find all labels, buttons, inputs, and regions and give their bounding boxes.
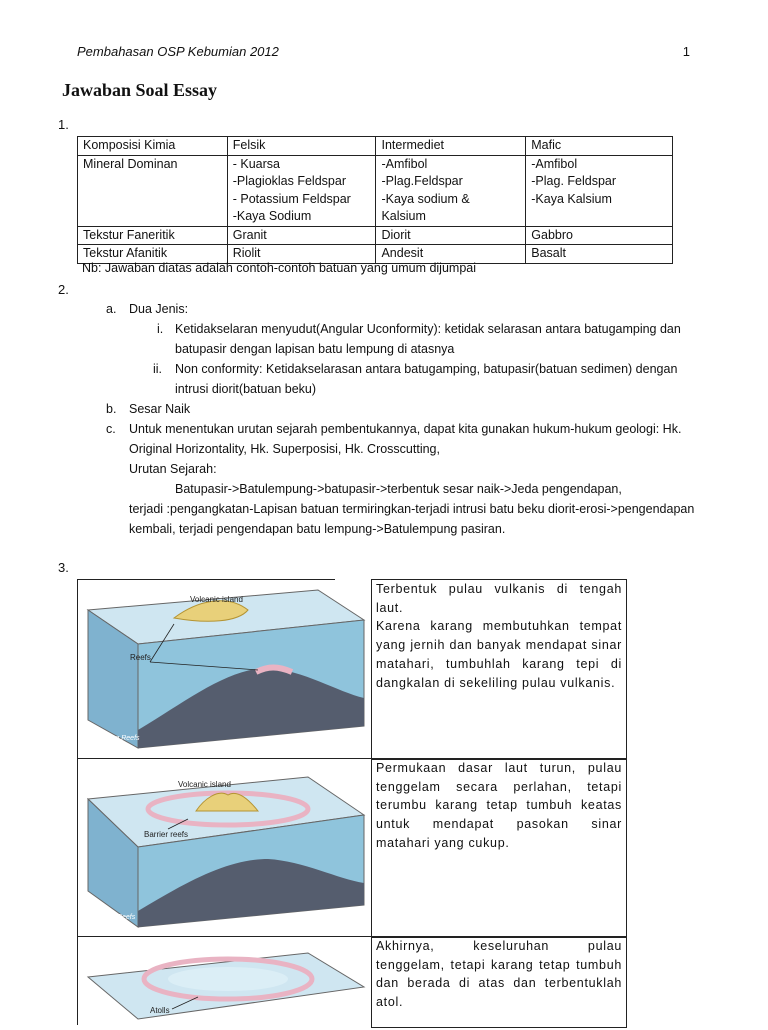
cell-line: -Kaya Sodium <box>232 209 312 223</box>
table-header-cell: Felsik <box>227 137 376 156</box>
cell-line: - Potassium Feldspar <box>232 191 351 206</box>
table-row <box>78 155 673 226</box>
answer-a-text: Dua Jenis: <box>129 302 189 316</box>
question-2-number: 2. <box>58 282 69 297</box>
header-title: Pembahasan OSP Kebumian 2012 <box>77 44 279 59</box>
answer-ii-line: Non conformity: Ketidakselarasan antara batugamping, batupasir(batuan sedimen) dengan <box>175 362 678 376</box>
cell-line: -Kaya Kalsium <box>531 191 612 206</box>
barrier-reef-description: Permukaan dasar laut turun, pulau tenggelam secara perlahan, tetapi terumbu karang tetap tumbuh keatas untuk mendapat pasokan sinar matahari yang cukup. <box>371 758 627 938</box>
question-1-number: 1. <box>58 117 69 132</box>
list-marker-a: a. <box>106 302 117 316</box>
answer-c-line: Untuk menentukan urutan sejarah pembentukannya, dapat kita gunakan hukum-hukum geologi: Hk. <box>129 422 682 436</box>
answer-c-line: terjadi :pengangkatan-Lapisan batuan termiringkan-terjadi intrusi batu beku diorit-erosi->pengendapan <box>129 502 695 516</box>
table-header-cell: Komposisi Kimia <box>78 137 228 156</box>
cell-line: Kalsium <box>381 209 426 223</box>
table-cell: Gabbro <box>526 226 673 245</box>
cell-line: -Amfibol <box>531 156 578 171</box>
answer-c-line: Batupasir->Batulempung->batupasir->terbentuk sesar naik->Jeda pengendapan, <box>175 482 622 496</box>
document-title: Jawaban Soal Essay <box>62 80 218 100</box>
volcanic-island-label: Volcanic island <box>190 595 243 604</box>
question-3-number: 3. <box>58 560 69 575</box>
diagram-atoll <box>77 936 372 1025</box>
cell-line: -Kaya sodium & <box>381 191 470 206</box>
atoll-description: Akhirnya, keseluruhan pulau tenggelam, tetapi karang tetap tumbuh dan berada di atas dan terbentuklah atol. <box>371 936 627 1028</box>
table-header-cell: Mafic <box>526 137 673 156</box>
table-cell: Mineral Dominan <box>78 155 228 226</box>
table-cell: Riolit <box>227 245 376 264</box>
table-cell: Andesit <box>376 245 526 264</box>
atolls-label: Atolls <box>150 1006 170 1015</box>
cell-line: -Plagioklas Feldspar <box>232 174 346 188</box>
barrier-reefs-label: Barrier reefs <box>144 830 189 839</box>
page-number: 1 <box>682 44 690 59</box>
fringing-reef-illustration <box>78 580 372 758</box>
mineral-table <box>77 136 673 264</box>
fringing-reefs-caption: Fringing Reefs <box>94 735 140 742</box>
fringing-reef-description: Terbentuk pulau vulkanis di tengah laut. Karena karang membutuhkan tempat yang jernih dan banyak mendapat sinar matahari, tumbuhlah karang tepi di dangkalan di sekeliling pulau vulkanis. <box>371 579 627 760</box>
barrier-reefs-caption: Barrier Reefs <box>94 914 136 921</box>
table-header-row <box>78 137 673 156</box>
answer-i-line: Ketidakselaran menyudut(Angular Uconformity): ketidak selarasan antara batugamping dan <box>175 322 681 336</box>
list-marker-b: b. <box>106 402 117 416</box>
list-marker-i: i. <box>157 322 164 336</box>
answer-c-line: Urutan Sejarah: <box>129 462 217 476</box>
cell-line: -Amfibol <box>381 156 428 171</box>
list-marker-ii: ii. <box>153 362 163 376</box>
table-cell: Tekstur Faneritik <box>78 226 228 245</box>
cell-line: -Plag. Feldspar <box>531 174 617 188</box>
diagram-barrier-reef <box>77 758 372 937</box>
page-header <box>77 44 690 59</box>
answer-c-line: kembali, terjadi pengendapan batu lempung->Batulempung pasiran. <box>129 522 506 536</box>
barrier-reef-illustration <box>78 759 372 937</box>
table-cell <box>376 155 526 226</box>
table-cell <box>227 155 376 226</box>
cell-line: - Kuarsa <box>232 156 280 171</box>
table-note: Nb: Jawaban diatas adalah contoh-contoh batuan yang umum dijumpai <box>82 261 477 275</box>
answer-c-line: Original Horizontality, Hk. Superposisi, Hk. Crosscutting, <box>129 442 440 456</box>
reefs-label: Reefs <box>130 653 151 662</box>
answer-i-line: batupasir dengan lapisan batu lempung di atasnya <box>175 342 455 356</box>
table-cell: Basalt <box>526 245 673 264</box>
volcanic-island-label-2: Volcanic island <box>178 780 231 789</box>
table-cell: Diorit <box>376 226 526 245</box>
atoll-illustration <box>78 937 372 1025</box>
table-row <box>78 226 673 245</box>
diagram-fringing-reef <box>77 580 372 758</box>
answer-b-text: Sesar Naik <box>129 402 191 416</box>
table-cell: Tekstur Afanitik <box>78 245 228 264</box>
list-marker-c: c. <box>106 422 116 436</box>
cell-line: -Plag.Feldspar <box>381 174 463 188</box>
table-cell <box>526 155 673 226</box>
table-cell: Granit <box>227 226 376 245</box>
table-header-cell: Intermediet <box>376 137 526 156</box>
answer-ii-line: intrusi diorit(batuan beku) <box>175 382 317 396</box>
